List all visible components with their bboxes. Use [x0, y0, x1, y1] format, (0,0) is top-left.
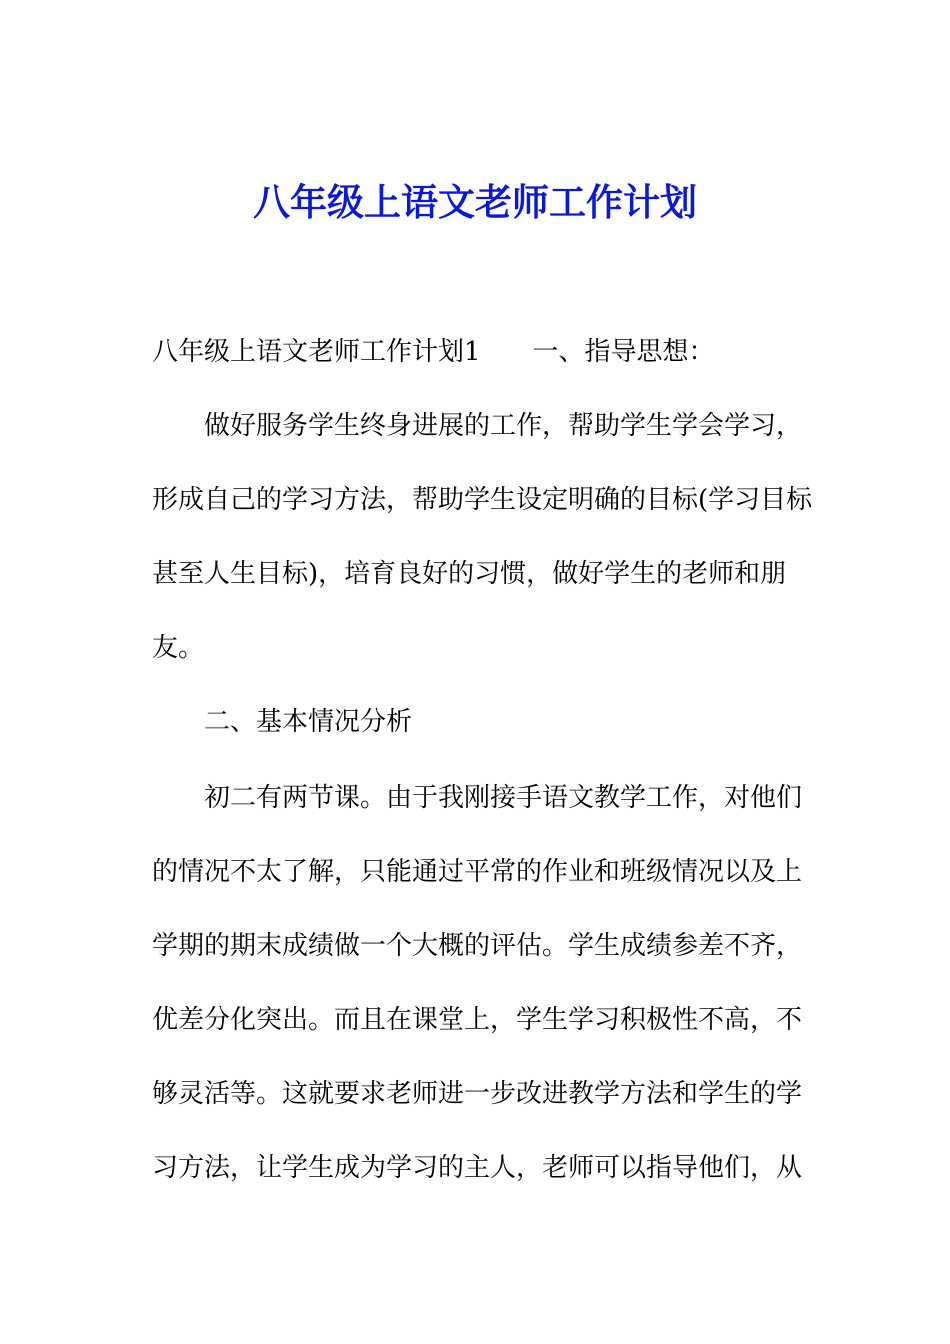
plan-heading: 八年级上语文老师工作计划1 — [152, 337, 481, 367]
paragraph-line: 友。 — [152, 633, 205, 663]
paragraph-line: 初二有两节课。由于我刚接手语文教学工作，对他们 — [204, 783, 803, 813]
paragraph-line: 的情况不太了解，只能通过平常的作业和班级情况以及上 — [152, 857, 803, 887]
paragraph-line: 习方法，让学生成为学习的主人，老师可以指导他们，从 — [152, 1153, 803, 1183]
paragraph-line: 做好服务学生终身进展的工作，帮助学生学会学习， — [204, 411, 803, 441]
document-title: 八年级上语文老师工作计划 — [253, 180, 697, 224]
paragraph-line: 优差分化突出。而且在课堂上，学生学习积极性不高，不 — [152, 1005, 803, 1035]
paragraph-line: 甚至人生目标)，培育良好的习惯，做好学生的老师和朋 — [152, 559, 787, 589]
heading-line — [152, 332, 715, 372]
section-heading-1: 一、指导思想： — [532, 337, 715, 367]
paragraph-line: 学期的期末成绩做一个大概的评估。学生成绩参差不齐， — [152, 931, 803, 961]
section-heading-2: 二、基本情况分析 — [204, 707, 413, 737]
paragraph-line: 形成自己的学习方法，帮助学生设定明确的目标(学习目标 — [152, 485, 813, 515]
paragraph-line: 够灵活等。这就要求老师进一步改进教学方法和学生的学 — [152, 1079, 803, 1109]
